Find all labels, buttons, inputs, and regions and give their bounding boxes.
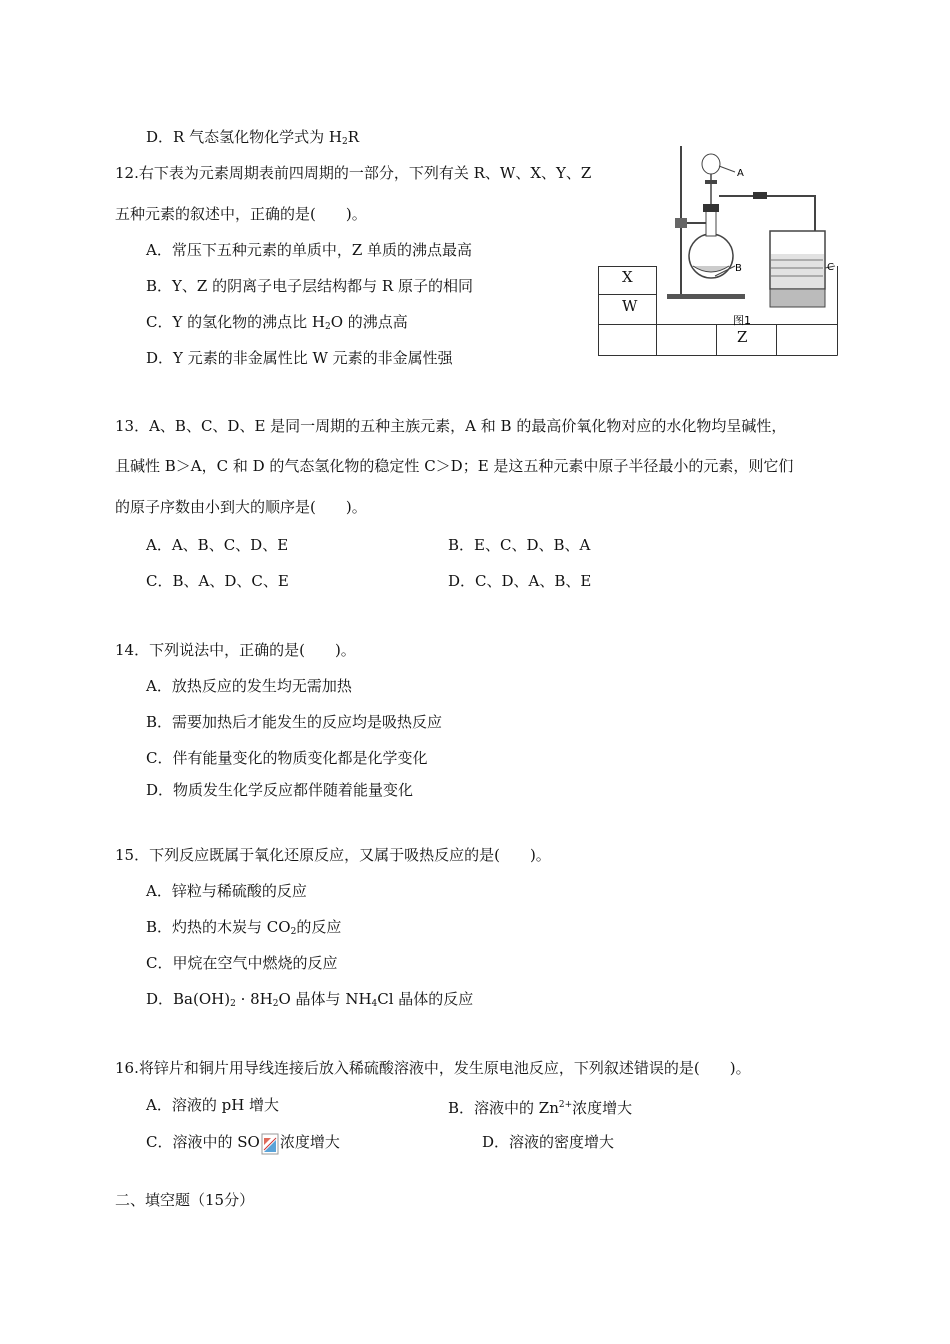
q15-stem: 15．下列反应既属于氧化还原反应，又属于吸热反应的是( )。 (115, 846, 551, 864)
q12-option-c: C．Y 的氢化物的沸点比 $H_2O$ 的沸点高 (146, 313, 408, 332)
q15-option-a: A．锌粒与稀硫酸的反应 (146, 882, 307, 900)
table-cell-x: X (622, 268, 633, 286)
q14-stem: 14．下列说法中，正确的是( )。 (115, 641, 356, 659)
q13-option-b: B．E、C、D、B、A (448, 536, 591, 554)
table-cell-z: Z (737, 328, 748, 346)
q16-option-c: C．溶液中的 SO 浓度增大 (146, 1132, 340, 1155)
apparatus-figure (655, 136, 840, 336)
q14-option-d: D．物质发生化学反应都伴随着能量变化 (146, 781, 414, 799)
q12-stem-line1: 12.右下表为元素周期表前四周期的一部分，下列有关 R、W、X、Y、Z (115, 164, 592, 182)
q12-stem-line2: 五种元素的叙述中，正确的是( )。 (115, 205, 367, 223)
figure-label-b: B (735, 263, 742, 274)
q16-option-a: A．溶液的 pH 增大 (146, 1096, 280, 1114)
q13-option-c: C．B、A、D、C、E (146, 572, 289, 590)
q16-option-b: B．溶液中的 $Zn^{2+}$浓度增大 (448, 1099, 633, 1117)
section-2-title: 二、填空题（15分） (115, 1191, 255, 1209)
q13-stem-line2: 且碱性 B＞A，C 和 D 的气态氢化物的稳定性 C＞D；E 是这五种元素中原子半径最小的元素，则它们 (115, 457, 794, 475)
q13-stem-line1: 13．A、B、C、D、E 是同一周期的五种主族元素，A 和 B 的最高价氧化物对应的水化物均呈碱性， (115, 417, 787, 435)
q13-option-d: D．C、D、A、B、E (448, 572, 592, 590)
q13-option-a: A．A、B、C、D、E (146, 536, 289, 554)
figure-caption: 图1 (733, 314, 751, 327)
q16-option-d: D．溶液的密度增大 (482, 1133, 615, 1151)
figure-label-c: C (827, 262, 834, 273)
q14-option-c: C．伴有能量变化的物质变化都是化学变化 (146, 749, 428, 767)
q12-option-a: A．常压下五种元素的单质中，Z 单质的沸点最高 (146, 241, 473, 259)
q15-option-d: D．$Ba(OH)_2 \cdot 8H_2O$ 晶体与 $NH_4Cl$ 晶体的反应 (146, 990, 474, 1009)
q14-option-a: A．放热反应的发生均无需加热 (146, 677, 352, 695)
q16-stem: 16.将锌片和铜片用导线连接后放入稀硫酸溶液中，发生原电池反应，下列叙述错误的是( )。 (115, 1059, 751, 1077)
q13-stem-line3: 的原子序数由小到大的顺序是( )。 (115, 498, 367, 516)
q15-option-b: B．灼热的木炭与 $CO_2$的反应 (146, 918, 342, 937)
q11-option-d: D．R 气态氢化物化学式为 $H_2R$ (146, 128, 359, 147)
figure-label-a: A (737, 168, 744, 179)
table-cell-w: W (622, 297, 638, 315)
q14-option-b: B．需要加热后才能发生的反应均是吸热反应 (146, 713, 443, 731)
q12-option-d: D．Y 元素的非金属性比 W 元素的非金属性强 (146, 349, 453, 367)
q15-option-c: C．甲烷在空气中燃烧的反应 (146, 954, 338, 972)
broken-image-icon (261, 1133, 279, 1155)
q12-option-b: B．Y、Z 的阴离子电子层结构都与 R 原子的相同 (146, 277, 473, 295)
